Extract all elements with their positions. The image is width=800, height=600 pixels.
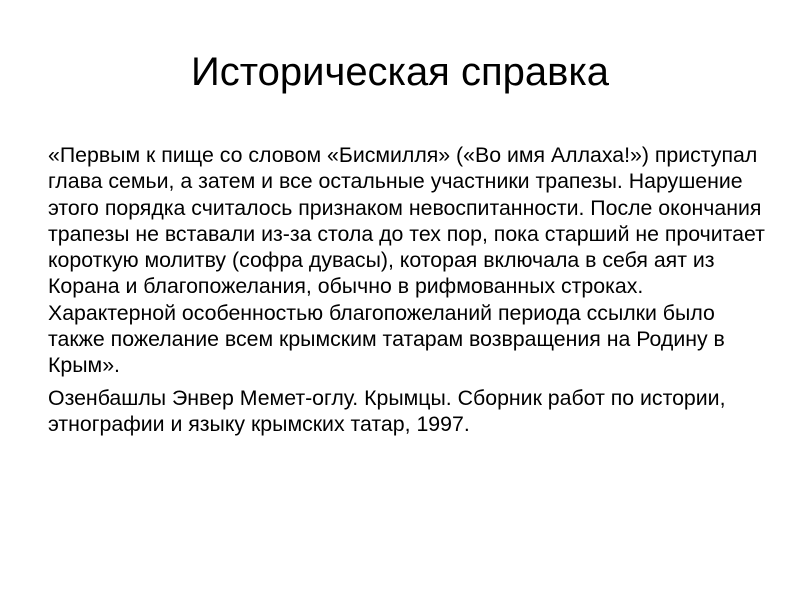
source-citation: Озенбашлы Энвер Мемет-оглу. Крымцы. Сборник работ по истории, этнографии и языку крымских татар, 1997. [48,385,726,436]
quote-paragraph: «Первым к пище со словом «Бисмилля» («Во имя Аллаха!») приступал глава семьи, а затем и все остальные участники трапезы. Нарушение этого порядка считалось признаком невоспитанности. После окончания трапезы не вставали из-за стола до тех пор, пока старший не прочитает короткую молитву (софра дувасы), которая включала в себя аят из Корана и благопожелания, обычно в рифмованных строках. Характерной особенностью благопожеланий периода ссылки было также пожелание всем крымским татарам возвращения на Родину в Крым». [48,143,765,378]
slide-title: Историческая справка [191,50,609,94]
slide-body [48,142,768,443]
